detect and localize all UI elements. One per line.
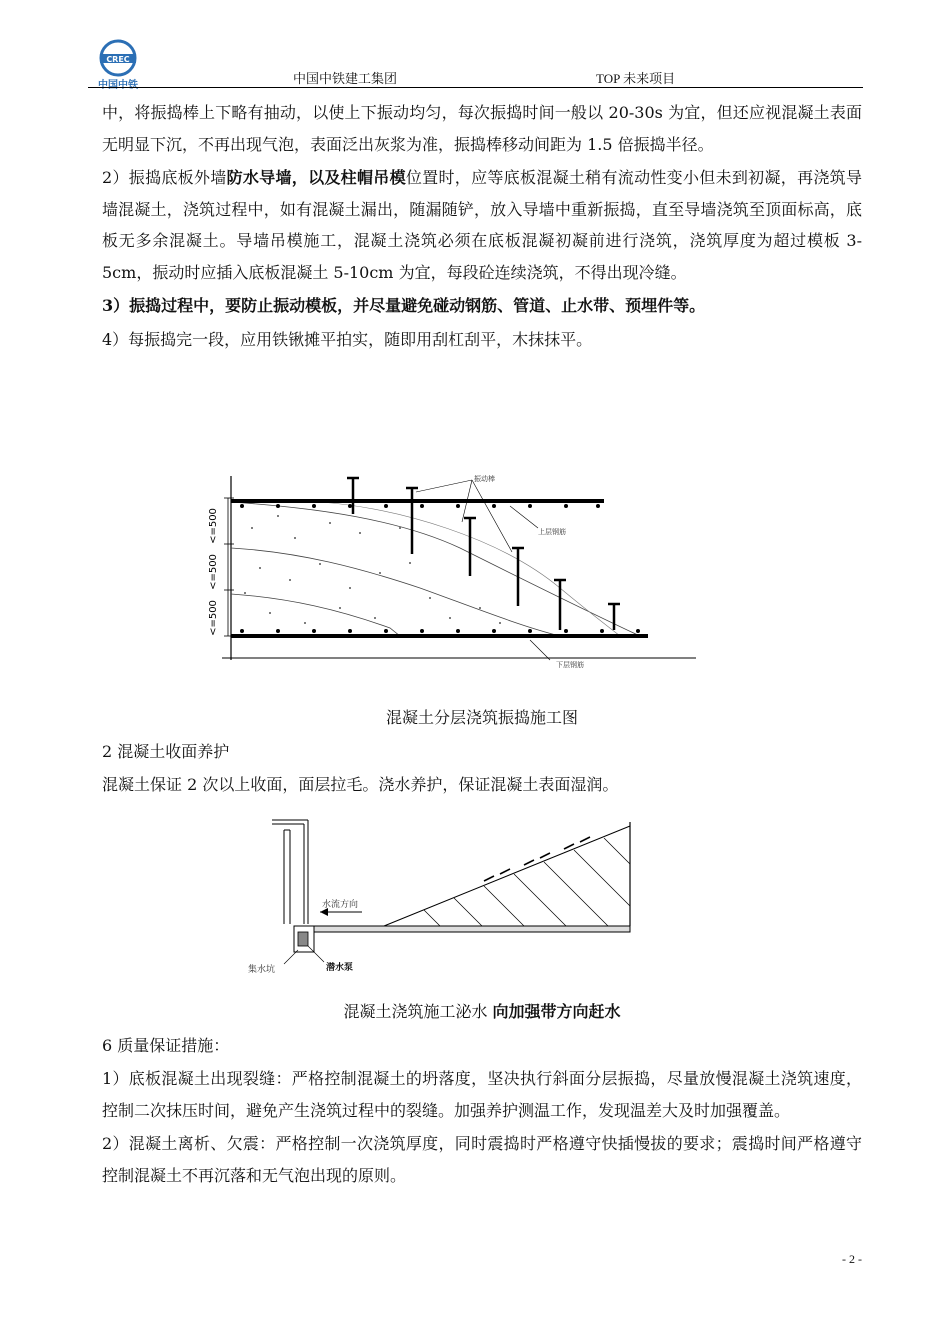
- paragraph-curing: 混凝土保证 2 次以上收面，面层拉毛。浇水养护，保证混凝土表面湿润。: [102, 775, 619, 794]
- paragraph-wall-c: 位置时，应等底板混凝土稍有流动性变小但未到初凝，再浇筑导墙混凝土，浇筑过程中，如有混凝土漏出，随漏随铲，放入导墙中重新振捣，直至导墙浇筑至顶面标高，底板无多余混凝土。导墙吊模施工，混凝土浇筑必须在底板混凝初凝前进行浇筑，浇筑厚度为超过模板 3-5cm，振动时应插入底板混凝土 5-10cm 为宜，每段砼连续浇筑，不得出现冷缝。: [102, 168, 862, 282]
- paragraph-segregation: 2）混凝土离析、欠震：严格控制一次浇筑厚度，同时震捣时严格遵守快插慢拔的要求；震捣时间严格遵守控制混凝土不再沉落和无气泡出现的原则。: [102, 1134, 862, 1185]
- figure-layered-pouring: [200, 468, 700, 672]
- caption-figure2: [102, 996, 862, 1028]
- dim-label-3: <=500: [208, 600, 219, 636]
- text-block-top: [102, 97, 862, 355]
- caption-figure2-a: 混凝土浇筑施工泌水: [343, 1002, 493, 1021]
- page-number: - 2 -: [842, 1252, 862, 1266]
- paragraph-wall-a: 2）振捣底板外墙: [102, 168, 227, 187]
- dim-label-1: <=500: [208, 508, 219, 544]
- label-sump-pit: 集水坑: [248, 965, 276, 975]
- label-bottom-rebar: 下层钢筋: [556, 661, 584, 668]
- company-logo: [88, 38, 148, 90]
- dim-label-2: <=500: [208, 554, 219, 590]
- caption-figure1: 混凝土分层浇筑振捣施工图: [385, 708, 578, 727]
- logo-text: 中国中铁: [98, 80, 138, 90]
- text-block-middle: [102, 702, 862, 801]
- logo-mark: CREC: [106, 55, 130, 64]
- paragraph-cracks: 1）底板混凝土出现裂缝：严格控制混凝土的坍落度，坚决执行斜面分层振捣，尽量放慢混凝土浇筑速度，控制二次抹压时间，避免产生浇筑过程中的裂缝。加强养护测温工作，发现温差大及时加强覆盖。: [102, 1069, 862, 1120]
- label-vibrator: 振动棒: [474, 475, 495, 483]
- page-header: [88, 38, 863, 90]
- paragraph-caution: 3）振捣过程中，要防止振动模板，并尽量避免碰动钢筋、管道、止水带、预埋件等。: [102, 296, 706, 315]
- label-flow-direction: 水流方向: [322, 900, 359, 910]
- header-rule: [88, 87, 863, 88]
- paragraph-wall-bold: 防水导墙，以及柱帽吊模: [226, 168, 406, 187]
- caption-figure2-bold: 向加强带方向赶水: [492, 1002, 621, 1021]
- header-company: 中国中铁建工集团: [293, 72, 398, 87]
- figure-water-drain: [244, 812, 644, 988]
- heading-finishing: 2 混凝土收面养护: [102, 741, 230, 761]
- heading-quality: 6 质量保证措施：: [102, 1035, 230, 1055]
- header-project: TOP 未来项目: [596, 71, 676, 86]
- paragraph-wall: [102, 162, 862, 288]
- label-pump: 潜水泵: [326, 963, 354, 973]
- text-block-bottom: [102, 996, 862, 1191]
- paragraph-vibration: 中，将振捣棒上下略有抽动，以使上下振动均匀，每次振捣时间一般以 20-30s 为宜，但还应视混凝土表面无明显下沉，不再出现气泡，表面泛出灰浆为准，振捣棒移动间距为 1.5 倍振捣半径。: [102, 103, 862, 154]
- paragraph-leveling: 4）每振捣完一段，应用铁锹摊平拍实，随即用刮杠刮平，木抹抹平。: [102, 329, 593, 349]
- label-top-rebar: 上层钢筋: [538, 528, 566, 536]
